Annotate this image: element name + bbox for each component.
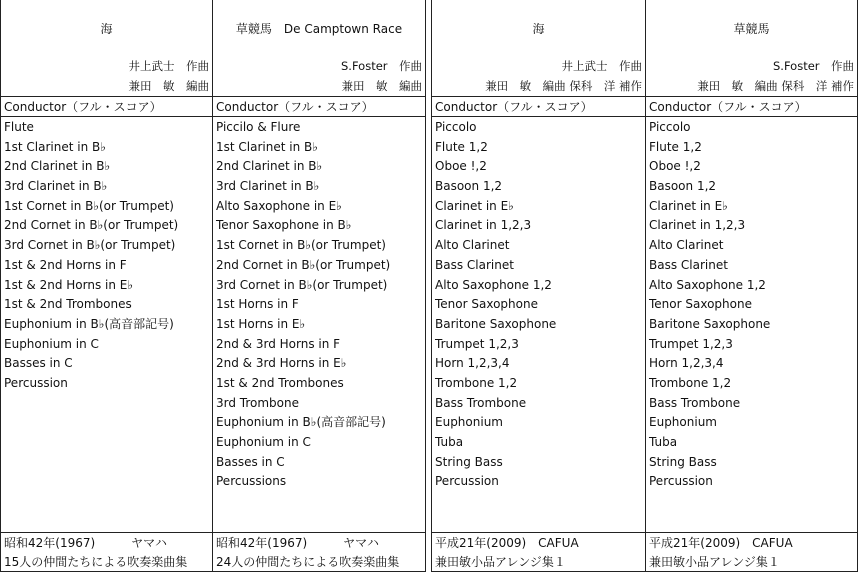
part-item: String Bass	[649, 454, 717, 469]
conductor-part: Conductor（フル・スコア）	[4, 100, 162, 114]
part-item: Clarinet in E♭	[649, 198, 728, 213]
column-header	[1, 0, 212, 96]
part-item: Piccolo	[649, 120, 691, 134]
part-item: Basses in C	[216, 454, 285, 469]
parts-list	[435, 118, 643, 492]
part-item: Oboe !,2	[435, 159, 487, 174]
part-item: Euphonium	[435, 415, 503, 430]
part-item: 1st Clarinet in B♭	[216, 139, 318, 154]
part-item: 2nd Cornet in B♭(or Trumpet)	[4, 218, 179, 233]
parts-list	[4, 118, 210, 394]
part-item: Flute	[4, 120, 34, 134]
part-item: Trumpet 1,2,3	[435, 336, 519, 351]
divider	[1, 532, 212, 533]
collection-title: 24人の仲間たちによる吹奏楽曲集	[216, 555, 400, 569]
part-item: Tuba	[435, 435, 464, 449]
collection-title: 15人の仲間たちによる吹奏楽曲集	[4, 555, 188, 569]
piece-title: 海	[532, 22, 545, 36]
parts-list	[216, 118, 423, 492]
part-item: 3rd Cornet in B♭(or Trumpet)	[4, 238, 176, 253]
part-item: Trombone 1,2	[435, 375, 518, 390]
part-item: Horn 1,2,3,4	[435, 356, 510, 371]
part-item: Euphonium in B♭(高音部記号)	[216, 415, 386, 430]
composer-credit: 井上武士 作曲	[561, 59, 642, 73]
divider	[432, 532, 645, 533]
arranger-credit: 兼田 敏 編曲 保科 洋 補作	[697, 79, 854, 93]
part-item: Alto Clarinet	[435, 238, 510, 253]
part-item: Percussion	[649, 474, 713, 489]
part-item: Trombone 1,2	[649, 375, 732, 390]
part-item: Euphonium in B♭(高音部記号)	[4, 316, 174, 331]
divider	[213, 96, 425, 97]
part-item: 1st Cornet in B♭(or Trumpet)	[4, 198, 174, 213]
conductor-part: Conductor（フル・スコア）	[216, 100, 374, 114]
part-item: Tenor Saxophone	[649, 297, 752, 312]
part-item: 1st & 2nd Trombones	[216, 375, 344, 390]
part-item: String Bass	[435, 454, 503, 469]
divider	[646, 116, 857, 117]
part-item: Oboe !,2	[649, 159, 701, 174]
score-column	[431, 0, 646, 572]
part-item: Basses in C	[4, 356, 73, 371]
part-item: Bass Clarinet	[649, 257, 728, 272]
part-item: 2nd & 3rd Horns in E♭	[216, 356, 347, 371]
divider	[646, 532, 857, 533]
arranger-credit: 兼田 敏 編曲	[341, 79, 422, 93]
part-item: Flute 1,2	[649, 139, 702, 154]
divider	[213, 116, 425, 117]
divider	[432, 96, 645, 97]
part-item: Tenor Saxophone	[435, 297, 538, 312]
part-item: 2nd Clarinet in B♭	[4, 159, 111, 174]
score-column	[0, 0, 213, 572]
column-header	[213, 0, 425, 96]
part-item: Euphonium	[649, 415, 717, 430]
part-item: 3rd Trombone	[216, 395, 300, 410]
arranger-credit: 兼田 敏 編曲	[128, 79, 209, 93]
part-item: Tenor Saxophone in B♭	[216, 218, 352, 233]
part-item: Tuba	[649, 435, 678, 449]
part-item: 1st Horns in F	[216, 297, 299, 312]
part-item: 3rd Clarinet in B♭	[4, 179, 108, 194]
part-item: Flute 1,2	[435, 139, 488, 154]
part-item: Bass Clarinet	[435, 257, 514, 272]
piece-title: 草競馬	[733, 22, 770, 36]
part-item: Piccolo	[435, 120, 477, 134]
part-item: Bass Trombone	[649, 395, 741, 410]
part-item: Alto Saxophone 1,2	[649, 277, 766, 292]
publication-info: 平成21年(2009) CAFUA	[649, 536, 793, 550]
divider	[432, 116, 645, 117]
part-item: Alto Saxophone in E♭	[216, 198, 342, 213]
part-item: Baritone Saxophone	[435, 316, 557, 331]
publication-info: 昭和42年(1967) ヤマハ	[216, 536, 380, 550]
part-item: Percussions	[216, 474, 287, 489]
divider	[646, 96, 857, 97]
score-column	[212, 0, 426, 572]
publication-info: 昭和42年(1967) ヤマハ	[4, 536, 168, 550]
score-column	[645, 0, 858, 572]
part-item: Basoon 1,2	[435, 179, 503, 194]
divider	[1, 96, 212, 97]
part-item: 3rd Cornet in B♭(or Trumpet)	[216, 277, 388, 292]
part-item: Alto Saxophone 1,2	[435, 277, 552, 292]
part-item: 3rd Clarinet in B♭	[216, 179, 320, 194]
part-item: 2nd Cornet in B♭(or Trumpet)	[216, 257, 391, 272]
arranger-credit: 兼田 敏 編曲 保科 洋 補作	[485, 79, 642, 93]
divider	[213, 532, 425, 533]
collection-title: 兼田敏小品アレンジ集１	[649, 555, 780, 569]
part-item: Bass Trombone	[435, 395, 527, 410]
part-item: Horn 1,2,3,4	[649, 356, 724, 371]
publication-info: 平成21年(2009) CAFUA	[435, 536, 579, 550]
column-header	[432, 0, 645, 96]
part-item: Clarinet in 1,2,3	[435, 218, 532, 233]
part-item: Percussion	[435, 474, 499, 489]
divider	[1, 116, 212, 117]
parts-list	[649, 118, 855, 492]
collection-title: 兼田敏小品アレンジ集１	[435, 555, 566, 569]
part-item: Piccilo & Flure	[216, 120, 301, 134]
part-item: Basoon 1,2	[649, 179, 717, 194]
piece-title: 草競馬 De Camptown Race	[235, 22, 403, 36]
part-item: 2nd Clarinet in B♭	[216, 159, 323, 174]
conductor-part: Conductor（フル・スコア）	[649, 100, 807, 114]
part-item: Clarinet in 1,2,3	[649, 218, 746, 233]
column-header	[646, 0, 857, 96]
composer-credit: S.Foster 作曲	[773, 59, 854, 73]
composer-credit: S.Foster 作曲	[341, 59, 422, 73]
part-item: Alto Clarinet	[649, 238, 724, 253]
part-item: Baritone Saxophone	[649, 316, 771, 331]
composer-credit: 井上武士 作曲	[128, 59, 209, 73]
part-item: Percussion	[4, 375, 68, 390]
part-item: Euphonium in C	[216, 435, 311, 449]
part-item: 1st & 2nd Trombones	[4, 297, 132, 312]
part-item: 1st & 2nd Horns in E♭	[4, 277, 134, 292]
part-item: Clarinet in E♭	[435, 198, 514, 213]
part-item: Euphonium in C	[4, 336, 99, 351]
piece-title: 海	[100, 22, 113, 36]
part-item: 2nd & 3rd Horns in F	[216, 336, 341, 351]
part-item: 1st & 2nd Horns in F	[4, 257, 127, 272]
conductor-part: Conductor（フル・スコア）	[435, 100, 593, 114]
part-item: 1st Cornet in B♭(or Trumpet)	[216, 238, 386, 253]
part-item: 1st Horns in E♭	[216, 316, 306, 331]
part-item: Trumpet 1,2,3	[649, 336, 733, 351]
part-item: 1st Clarinet in B♭	[4, 139, 106, 154]
